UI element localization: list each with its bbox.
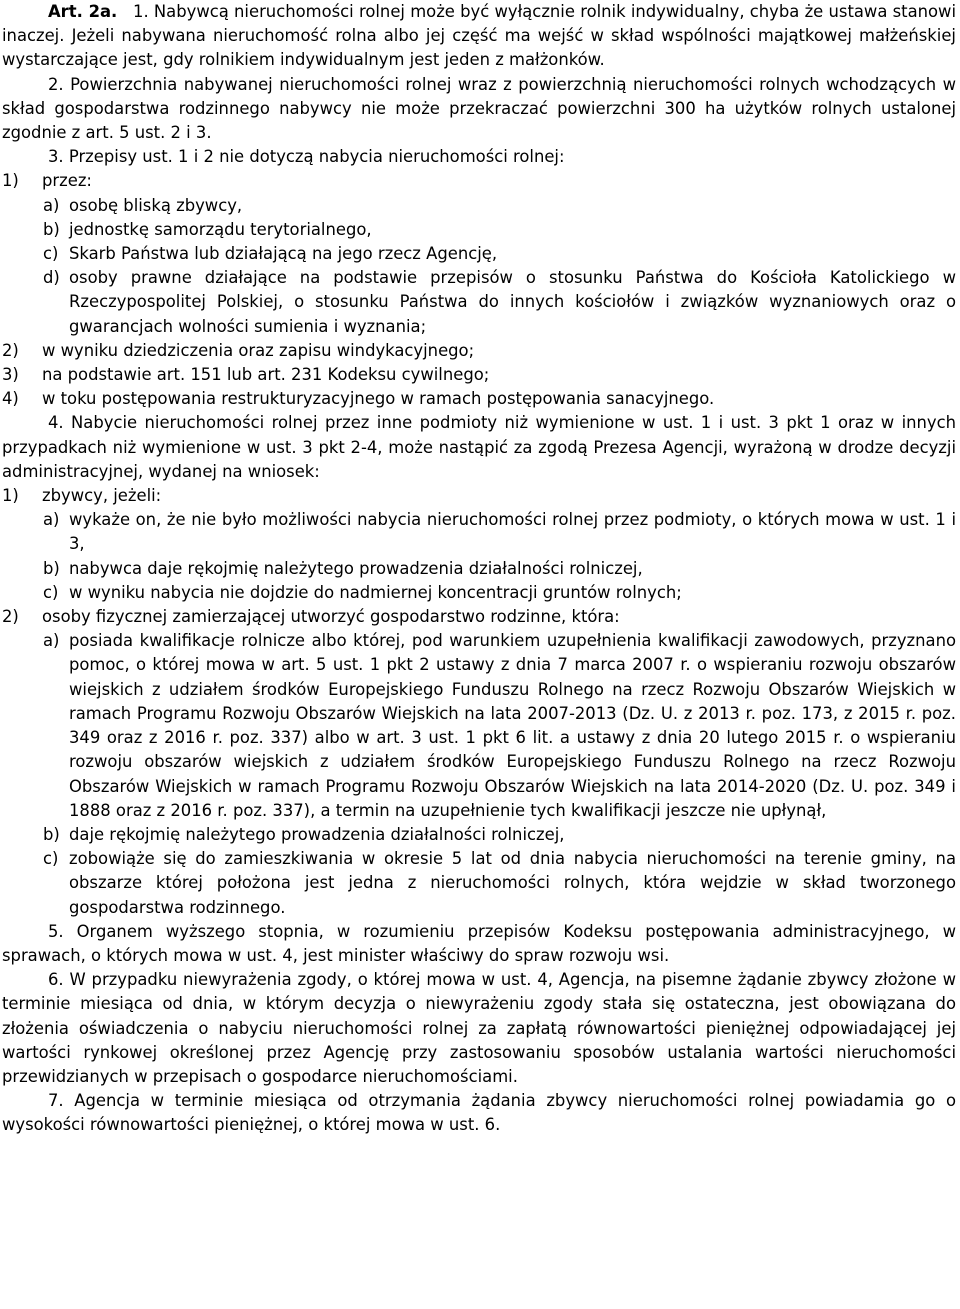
sub-item-letter: c)	[43, 244, 59, 264]
list-item	[2, 484, 956, 508]
sub-list-item	[43, 266, 956, 339]
list-item-number: 2)	[2, 340, 19, 360]
sub-item-text: osoby prawne działające na podstawie przepisów o stosunku Państwa do Kościoła Katolickiego w Rzeczypospolitej Polskiej, o stosunku Państwa do innych kościołów i związków wyznaniowych oraz o gwarancjach wolności sumienia i wyznania;	[69, 268, 956, 336]
list-item	[2, 387, 956, 411]
sub-item-letter: b)	[43, 558, 60, 578]
sub-item-letter: a)	[43, 195, 60, 215]
sub-item-letter: c)	[43, 582, 59, 602]
paragraph-1-text: Nabywcą nieruchomości rolnej może być wyłącznie rolnik indywidualny, chyba że ustawa stanowi inaczej. Jeżeli nabywana nieruchomość rolna albo jej część ma wejść w skład wspólności majątkowej małżeńskiej wystarczające jest, gdy rolnikiem indywidualnym jest jeden z małżonków.	[2, 2, 956, 70]
paragraph-3: 3. Przepisy ust. 1 i 2 nie dotyczą nabycia nieruchomości rolnej:	[48, 147, 565, 167]
paragraph-6: 6. W przypadku niewyrażenia zgody, o której mowa w ust. 4, Agencja, na pisemne żądanie zbywcy złożone w terminie miesiąca od dnia, w którym decyzja o niewyrażeniu zgody stała się ostateczna, jest obowiązana do złożenia oświadczenia o nabyciu nieruchomości rolnej za zapłatą równowartości pieniężnej odpowiadającej jej wartości rynkowej określonej przez Agencję przy zastosowaniu sposobów ustalania wartości nieruchomości przewidzianych w przepisach o gospodarce nieruchomościami.	[2, 970, 956, 1086]
list-item-text: w toku postępowania restrukturyzacyjnego w ramach postępowania sanacyjnego.	[42, 389, 715, 409]
list-item-number: 1)	[2, 486, 19, 506]
sub-list-item	[43, 194, 956, 218]
sub-item-letter: b)	[43, 824, 60, 844]
sub-item-letter: d)	[43, 268, 60, 288]
sub-list-item	[43, 218, 956, 242]
list-item	[2, 339, 956, 363]
list-item-text: przez:	[42, 171, 92, 191]
sub-item-text: posiada kwalifikacje rolnicze albo której, pod warunkiem uzupełnienia kwalifikacji zawodowych, przyznano pomoc, o której mowa w art. 5 ust. 1 pkt 2 ustawy z dnia 7 marca 2007 r. o wspieraniu rozwoju obszarów wiejskich z udziałem środków Europejskiego Funduszu Rolnego na rzecz Rozwoju Obszarów Wiejskich w ramach Programu Rozwoju Obszarów Wiejskich na lata 2007-2013 (Dz. U. z 2013 r. poz. 173, z 2015 r. poz. 349 oraz z 2016 r. poz. 337) albo w art. 3 ust. 1 pkt 6 lit. a ustawy z dnia 20 lutego 2015 r. o wspieraniu rozwoju obszarów wiejskich z udziałem środków Europejskiego Funduszu Rolnego na rzecz Rozwoju Obszarów Wiejskich w ramach Programu Rozwoju Obszarów Wiejskich na lata 2014-2020 (Dz. U. poz. 349 i 1888 oraz z 2016 r. poz. 337), a termin na uzupełnienie tych kwalifikacji jeszcze nie upłynął,	[69, 631, 956, 820]
list-item	[2, 169, 956, 193]
sub-item-text: daje rękojmię należytego prowadzenia działalności rolniczej,	[69, 824, 565, 844]
list-item-number: 2)	[2, 607, 19, 627]
article-label: Art. 2a.	[48, 2, 118, 21]
sub-item-letter: a)	[43, 631, 60, 651]
list-item	[2, 363, 956, 387]
list-item-number: 4)	[2, 389, 19, 409]
sub-item-text: wykaże on, że nie było możliwości nabycia nieruchomości rolnej przez podmioty, o których mowa w ust. 1 i 3,	[69, 510, 956, 554]
paragraph-7: 7. Agencja w terminie miesiąca od otrzymania żądania zbywcy nieruchomości rolnej powiadamia go o wysokości równowartości pieniężnej, o której mowa w ust. 6.	[2, 1091, 956, 1135]
sub-item-letter: c)	[43, 849, 59, 869]
sub-item-text: nabywca daje rękojmię należytego prowadzenia działalności rolniczej,	[69, 558, 643, 578]
sub-item-text: jednostkę samorządu terytorialnego,	[69, 219, 372, 239]
sub-list-item	[43, 557, 956, 581]
sub-item-letter: b)	[43, 219, 60, 239]
sub-item-text: Skarb Państwa lub działającą na jego rzecz Agencję,	[69, 244, 498, 264]
list-item	[2, 605, 956, 629]
list-item-number: 1)	[2, 171, 19, 191]
list-item-text: zbywcy, jeżeli:	[42, 486, 162, 506]
sub-item-text: w wyniku nabycia nie dojdzie do nadmiernej koncentracji gruntów rolnych;	[69, 582, 682, 602]
sub-list-item	[43, 508, 956, 556]
sub-item-text: zobowiąże się do zamieszkiwania w okresie 5 lat od dnia nabycia nieruchomości na terenie gminy, na obszarze której położona jest jedna z nieruchomości rolnych, która wejdzie w skład tworzonego gospodarstwa rodzinnego.	[69, 849, 956, 917]
sub-list-item	[43, 823, 956, 847]
list-item-number: 3)	[2, 365, 19, 385]
list-item-text: w wyniku dziedziczenia oraz zapisu windykacyjnego;	[42, 340, 475, 360]
paragraph-2: 2. Powierzchnia nabywanej nieruchomości rolnej wraz z powierzchnią nieruchomości rolnych wchodzących w skład gospodarstwa rodzinnego nabywcy nie może przekraczać powierzchni 300 ha użytków rolnych ustalonej zgodnie z art. 5 ust. 2 i 3.	[2, 74, 956, 143]
sub-list-item	[43, 242, 956, 266]
sub-list-item	[43, 581, 956, 605]
paragraph-1-number: 1.	[133, 2, 149, 21]
sub-list-item	[43, 629, 956, 823]
sub-item-letter: a)	[43, 510, 60, 530]
list-item-text: na podstawie art. 151 lub art. 231 Kodeksu cywilnego;	[42, 365, 490, 385]
paragraph-4: 4. Nabycie nieruchomości rolnej przez inne podmioty niż wymienione w ust. 1 i ust. 3 pkt 1 oraz w innych przypadkach niż wymienione w ust. 3 pkt 2-4, może nastąpić za zgodą Prezesa Agencji, wyrażoną w drodze decyzji administracyjnej, wydanej na wniosek:	[2, 413, 956, 481]
sub-item-text: osobę bliską zbywcy,	[69, 195, 243, 215]
paragraph-1	[2, 0, 956, 73]
list-item-text: osoby fizycznej zamierzającej utworzyć gospodarstwo rodzinne, która:	[42, 607, 620, 627]
sub-list-item	[43, 847, 956, 920]
paragraph-5: 5. Organem wyższego stopnia, w rozumieniu przepisów Kodeksu postępowania administracyjnego, w sprawach, o których mowa w ust. 4, jest minister właściwy do spraw rozwoju wsi.	[2, 921, 956, 965]
